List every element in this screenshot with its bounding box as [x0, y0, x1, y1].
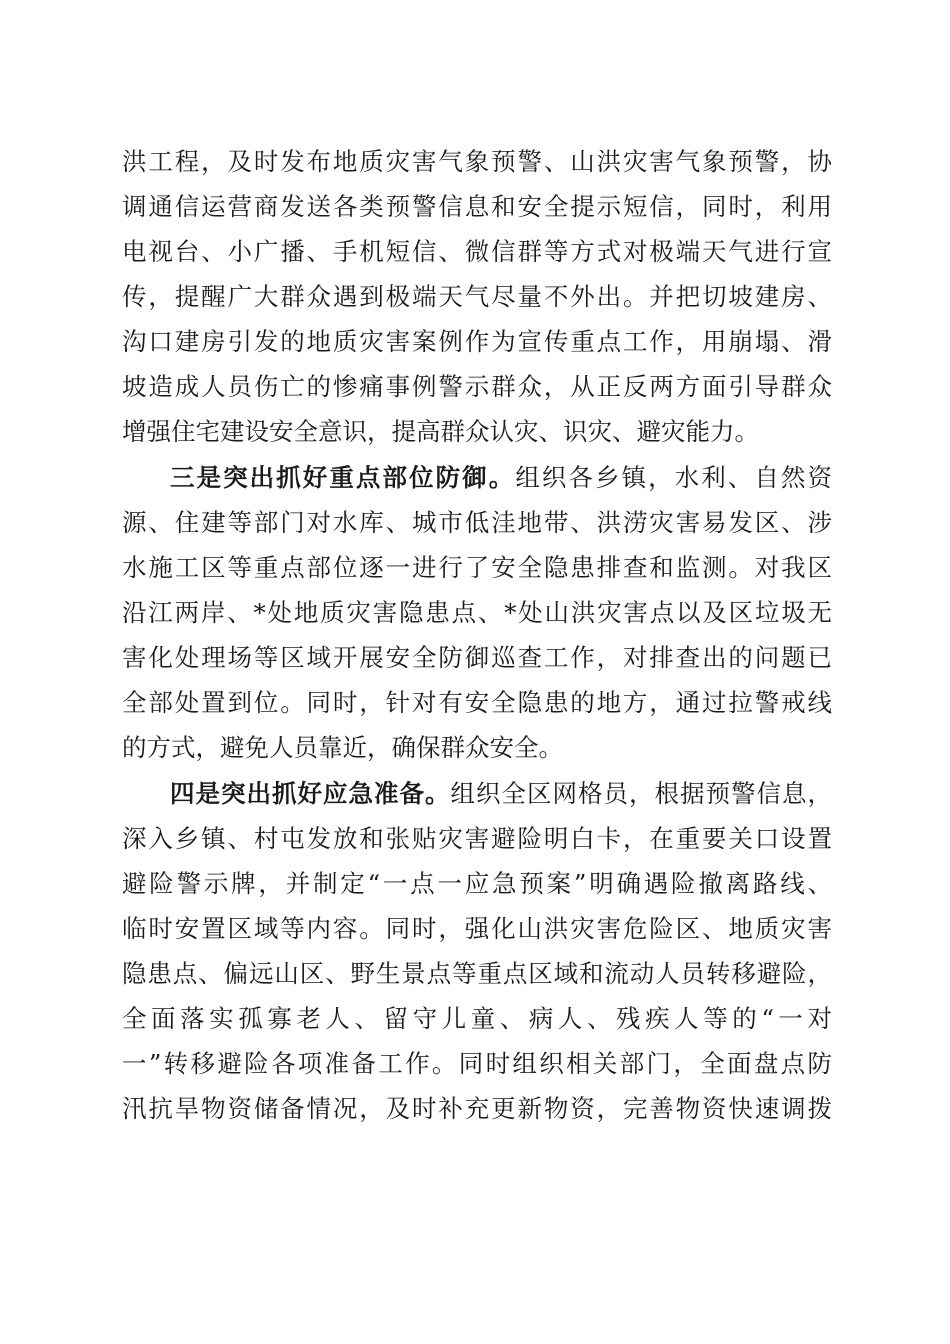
paragraph-3-line-4: 临时安置区域等内容。同时，强化山洪灾害危险区、地质灾害	[122, 914, 832, 943]
paragraph-3-line-7: 一”转移避险各项准备工作。同时组织相关部门，全面盘点防	[122, 1049, 832, 1078]
paragraph-2-line-4: 沿江两岸、*处地质灾害隐患点、*处山洪灾害点以及区垃圾无	[122, 598, 832, 627]
paragraph-1-line-1: 洪工程，及时发布地质灾害气象预警、山洪灾害气象预警，协	[122, 147, 832, 176]
paragraph-3-line-8: 汛抗旱物资储备情况，及时补充更新物资，完善物资快速调拨	[122, 1094, 832, 1123]
paragraph-3-line-2: 深入乡镇、村屯发放和张贴灾害避险明白卡，在重要关口设置	[122, 824, 832, 853]
paragraph-3-line-3: 避险警示牌，并制定“一点一应急预案”明确遇险撤离路线、	[122, 869, 832, 898]
paragraph-1-line-7: 增强住宅建设安全意识，提高群众认灾、识灾、避灾能力。	[122, 417, 759, 446]
paragraph-2-line-3: 水施工区等重点部位逐一进行了安全隐患排查和监测。对我区	[122, 553, 832, 582]
paragraph-1-line-5: 沟口建房引发的地质灾害案例作为宣传重点工作，用崩塌、滑	[122, 327, 832, 356]
paragraph-3-heading: 四是突出抓好应急准备。	[170, 779, 451, 808]
paragraph-2-line-6: 全部处置到位。同时，针对有安全隐患的地方，通过拉警戒线	[122, 688, 832, 717]
paragraph-1-line-2: 调通信运营商发送各类预警信息和安全提示短信，同时，利用	[122, 192, 832, 221]
paragraph-2-line-2: 源、住建等部门对水库、城市低洼地带、洪涝灾害易发区、涉	[122, 508, 832, 537]
paragraph-1-line-3: 电视台、小广播、手机短信、微信群等方式对极端天气进行宣	[122, 237, 832, 266]
paragraph-3-line-6: 全面落实孤寡老人、留守儿童、病人、残疾人等的“一对	[122, 1004, 832, 1033]
paragraph-2-first-line-rest: 组织各乡镇，水利、自然资	[515, 463, 832, 492]
paragraph-1-line-4: 传，提醒广大群众遇到极端天气尽量不外出。并把切坡建房、	[122, 282, 832, 311]
paragraph-2-line-5: 害化处理场等区域开展安全防御巡查工作，对排查出的问题已	[122, 643, 832, 672]
paragraph-3-line-5: 隐患点、偏远山区、野生景点等重点区域和流动人员转移避险，	[122, 959, 832, 988]
paragraph-3-first-line-rest: 组织全区网格员，根据预警信息，	[450, 779, 832, 808]
paragraph-2-line-7: 的方式，避免人员靠近，确保群众安全。	[122, 733, 563, 762]
paragraph-2-line-1	[170, 456, 832, 500]
paragraph-3-line-1	[170, 772, 832, 816]
paragraph-1-line-6: 坡造成人员伤亡的惨痛事例警示群众，从正反两方面引导群众	[122, 372, 832, 401]
paragraph-2-heading: 三是突出抓好重点部位防御。	[170, 463, 516, 492]
